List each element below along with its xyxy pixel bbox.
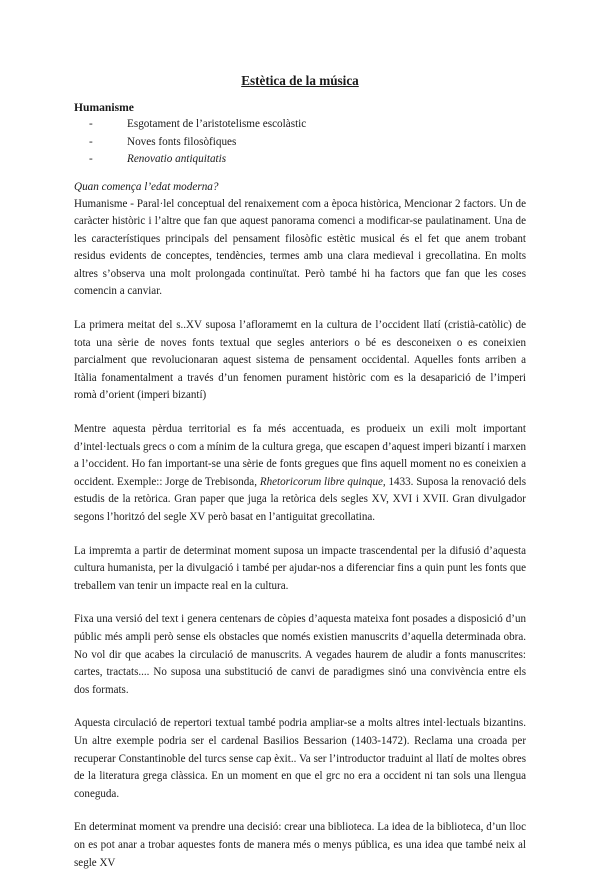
paragraph: La impremta a partir de determinat moment suposa un impacte trascendental per la difusió d’aquesta cultura humanista, per la divulgació i també per ajudar-nos a diferenciar fins a quin punt les fonts que treballem van tenir un impacte real en la cultura. xyxy=(74,544,526,592)
bullet-dash: - xyxy=(89,118,93,130)
paragraph: La primera meitat del s..XV suposa l’afloramemt en la cultura de l’occident llatí (cristià-catòlic) de tota una sèrie de noves fonts textual que segles anteriors o bé es desconeixen o es coneixien parcialment que revolucionaran aquest sistema de pensament occidental. Aquelles fonts arriben a Itàlia fonamentalment a través d’un fenomen purament històric com es la desaparició de l’imperi romà d’orient (imperi bizantí) xyxy=(74,319,526,402)
section-heading: Humanisme xyxy=(74,101,134,114)
paragraph xyxy=(74,421,526,527)
document-page xyxy=(74,72,526,888)
document-title: Estètica de la música xyxy=(241,73,359,88)
bullet-dash: - xyxy=(89,153,93,165)
paragraph: En determinat moment va prendre una decisió: crear una biblioteca. La idea de la biblioteca, d’un lloc on es pot anar a trobar aquestes fonts de manera més o menys pública, es una idea que també neix al segle XV xyxy=(74,821,526,869)
paragraph-text: 1433. Suposa la renovació dels estudis de la retòrica. Gran paper que juga la retòrica dels segles XV, XVI i XVII. Gran divulgador segons l’horitzó del segle XV però basat en l’antiguitat grecollatina. xyxy=(74,475,526,523)
bullet-item xyxy=(89,116,526,134)
paragraph: Aquesta circulació de repertori textual també podria ampliar-se a molts altres intel·lectuals bizantins. Un altre exemple podria ser el cardenal Basilios Bessarion (1403-1472). Reclama una croada per recuperar Constantinoble del turcs sense cap èxit.. Va ser l’introductor traduint al llatí de moltes obres de la literatura grega clàssica. En un moment en que el grc no era a occident ni tan sols una llengua coneguda. xyxy=(74,717,526,800)
book-title: Rhetoricorum libre quinque, xyxy=(259,475,386,488)
paragraph-text: Mentre aquesta pèrdua territorial es fa més accentuada, es produeix un exili molt important d’intel·lectuals grecs o com a mínim de la cultura grega, que escapen d’aquest imperi bizantí i marxen a l’occident. Ho fan important-se una sèrie de fonts gregues que fins aquell moment no es coneixien a occident. Exemple:: Jorge de Trebisonda, xyxy=(74,423,526,488)
paragraph: Humanisme - Paral·lel conceptual del renaixement com a època històrica, Mencionar 2 factors. Un de caràcter històric i l’altre que fan que aquest panorama comenci a modificar-se paulatinament. Una de les característiques principals del pensament filosòfic estètic musical és el fet que anem trobant residus evidents de conceptes, tendències, termes amb una clara medieval i grecollatina. En molts altres s’observa una molt prolongada continuïtat. Però també hi ha factors que fan que les coses comencin a canviar. xyxy=(74,197,526,298)
paragraph: Fixa una versió del text i genera centenars de còpies d’aquesta mateixa font posades a disposició d’un públic més ampli però sense els obstacles que només existien manuscrits d’aquella determinada obra. No vol dir que acabes la circulació de manuscrits. A vegades haurem de aludir a fonts manuscrites: cartes, tractats.... No suposa una substitució de canvi de paradigmes sinó una convivència entre els dos formats. xyxy=(74,613,526,696)
bullet-item xyxy=(89,134,526,152)
bullet-item xyxy=(89,151,526,169)
bullet-text: Noves fonts filosòfiques xyxy=(127,135,237,148)
bullet-list xyxy=(74,116,526,169)
bullet-dash: - xyxy=(89,135,93,148)
bullet-text: Esgotament de l’aristotelisme escolàstic xyxy=(127,118,307,130)
bullet-text: Renovatio antiquitatis xyxy=(127,153,227,165)
question-heading: Quan comença l’edat moderna? xyxy=(74,180,219,193)
